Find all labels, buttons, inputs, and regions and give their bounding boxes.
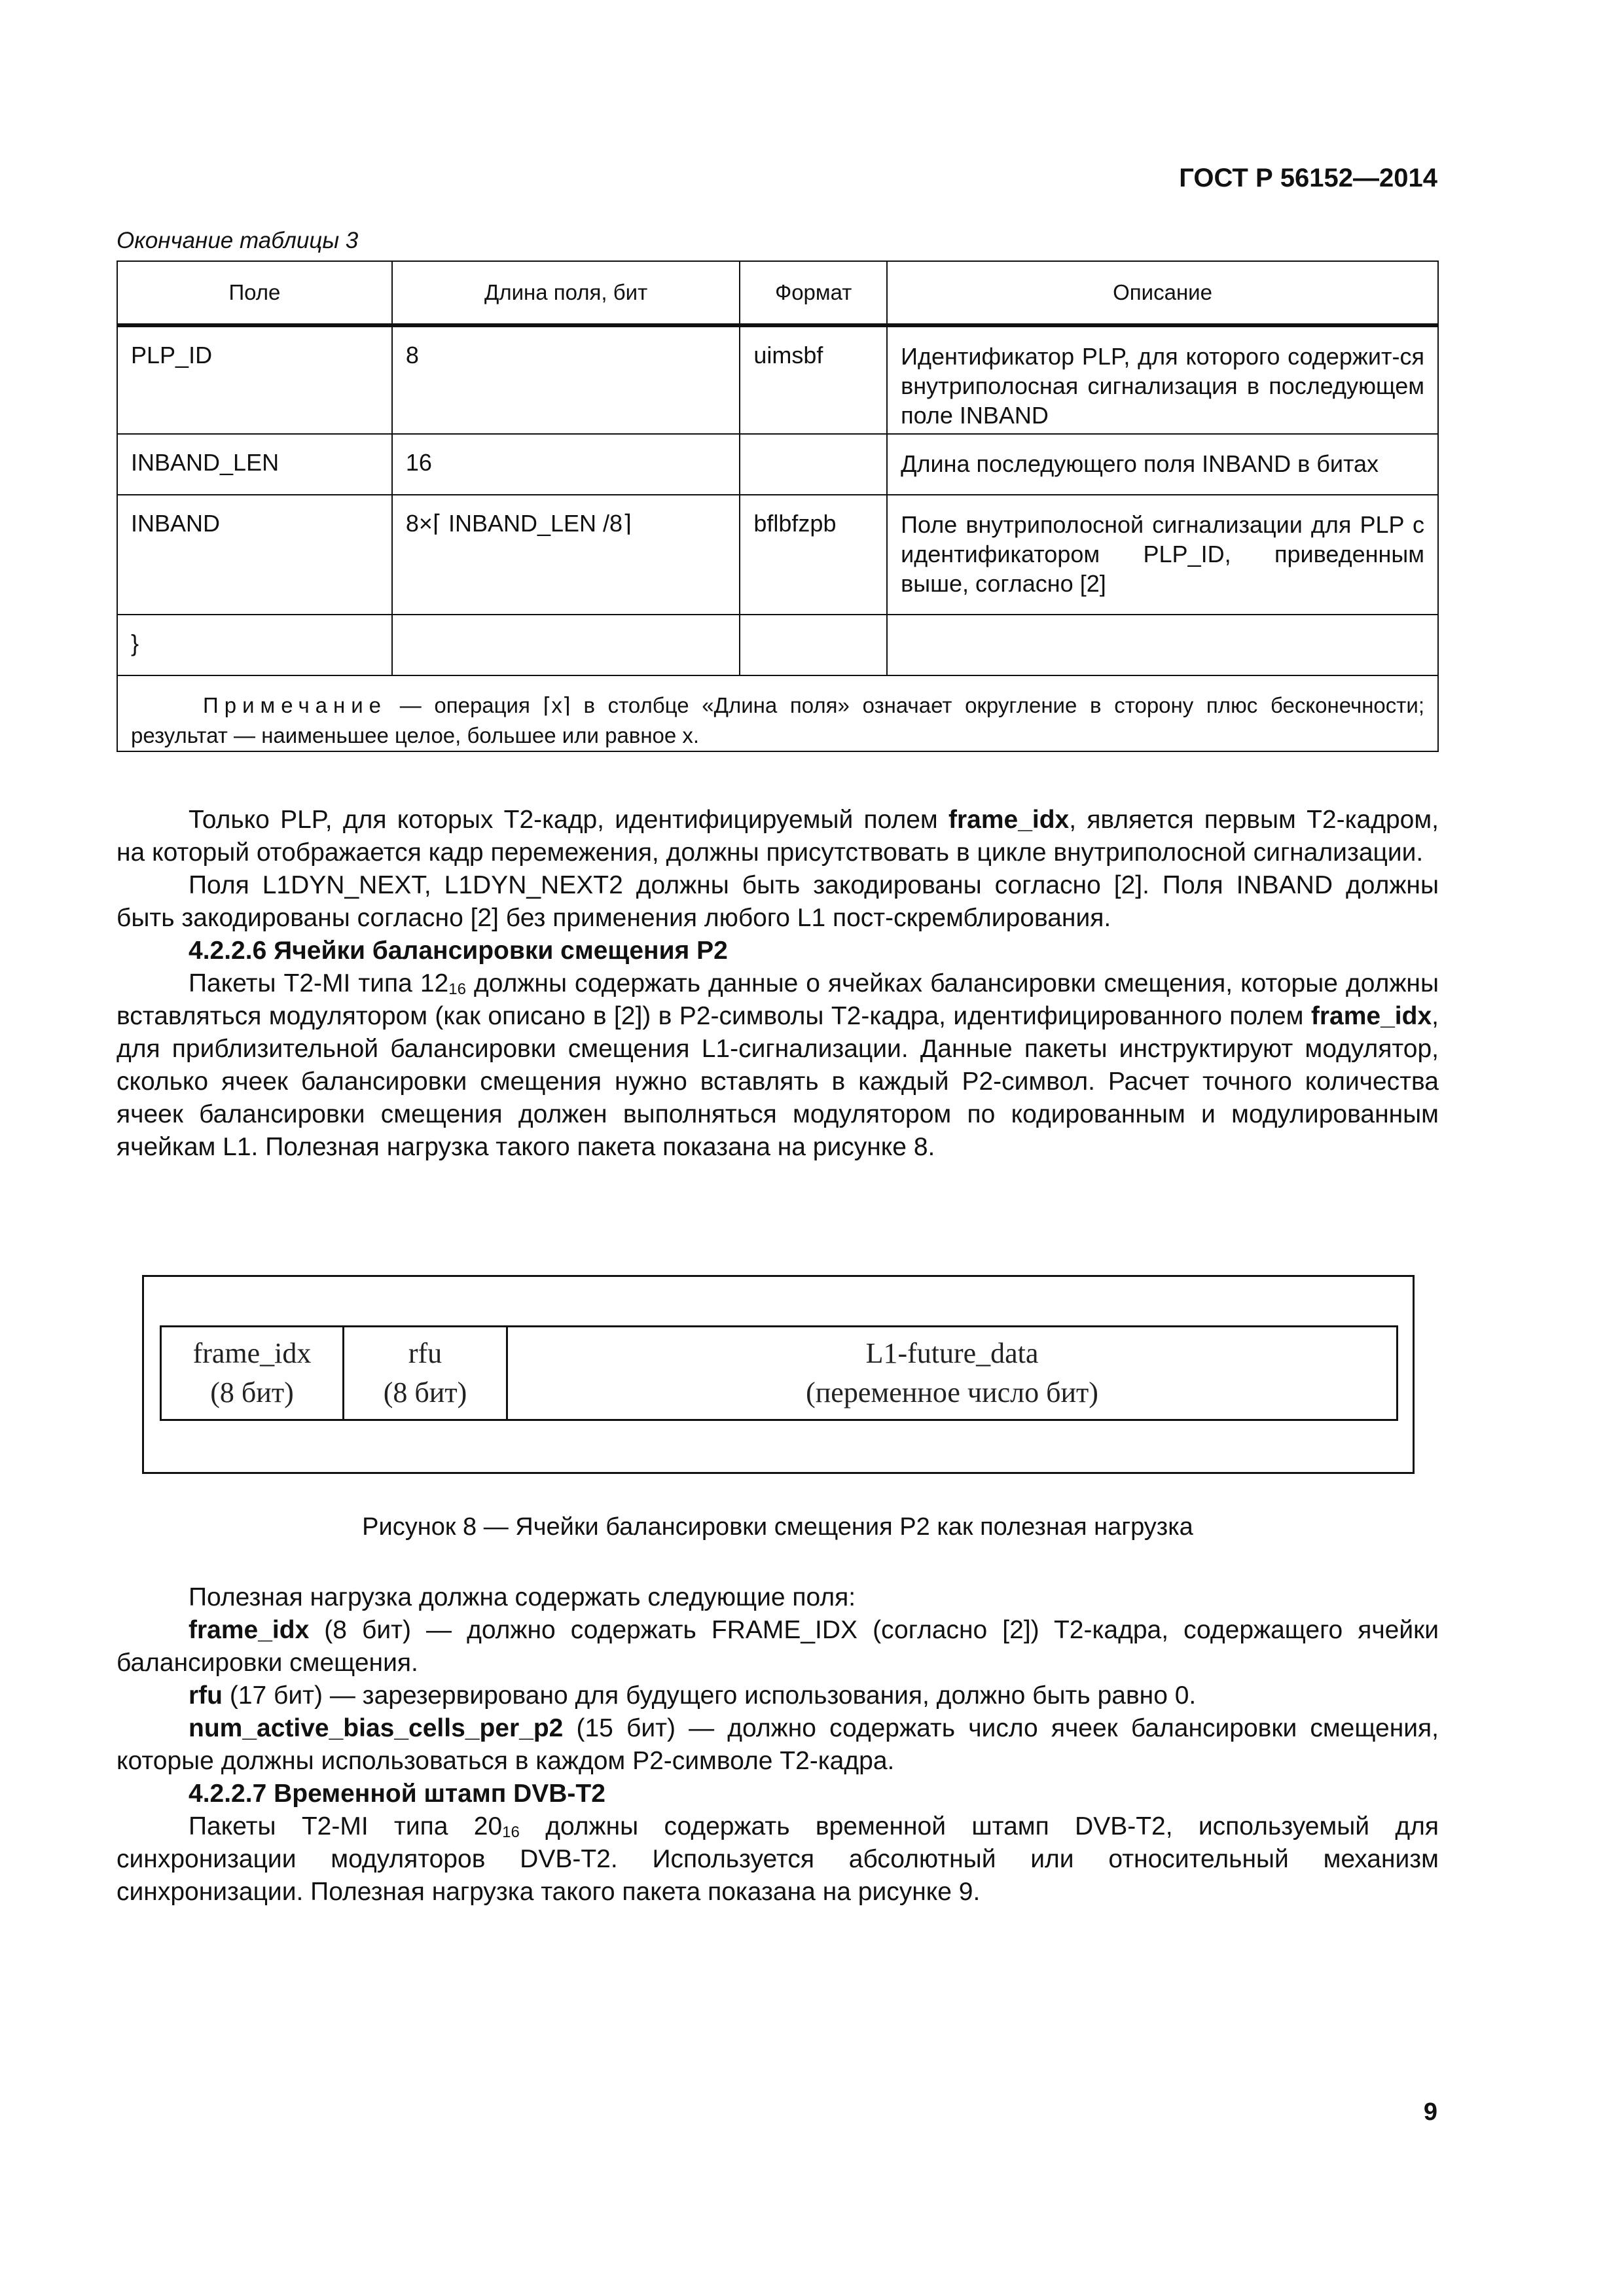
table-caption: Окончание таблицы 3	[117, 228, 359, 253]
paragraph: num_active_bias_cells_per_p2 (15 бит) — должно содержать число ячеек балансировки смещения, которые должны использоваться в каждом P2-символе T2-кадра.	[117, 1714, 1439, 1775]
paragraph: Только PLP, для которых T2-кадр, идентифицируемый полем frame_idx, является первым T2-кадром, на который отображается кадр перемежения, должны присутствовать в цикле внутриполосной сигнализации.	[117, 806, 1439, 867]
field-cell: }	[117, 615, 392, 675]
table-row	[117, 615, 1438, 675]
payload-field-frame-idx	[162, 1327, 342, 1419]
paragraph: Пакеты T2-MI типа $12_{16}$ должны содержать данные о ячейках балансировки смещения, которые должны вставляться модулятором (как описано в [2]) в P2-символы T2-кадра, идентифицированного полем frame_idx, для приблизительной балансировки смещения L1-сигнализации. Данные пакеты инструктируют модулятор, сколько ячеек балансировки смещения нужно вставлять в каждый P2-символ. Расчет точного количества ячеек балансировки смещения должен выполняться модулятором по кодированным и модулированным ячейкам L1. Полезная нагрузка такого пакета показана на рисунке 8.	[117, 969, 1439, 1161]
section-heading: 4.2.2.6 Ячейки балансировки смещения P2	[189, 937, 728, 965]
body-text-lower	[117, 1581, 1439, 1909]
column-header: Формат	[740, 261, 887, 325]
note-label: Примечание	[203, 693, 388, 717]
column-header: Поле	[117, 261, 392, 325]
table-row	[117, 325, 1438, 434]
note-text: — операция ⌈x⌉ в столбце «Длина поля» означает округление в сторону плюс бесконечности; результат — наименьшее целое, большее или равное x.	[131, 693, 1424, 747]
format-cell	[740, 434, 887, 495]
field-size: (8 бит)	[210, 1376, 294, 1408]
paragraph: Полезная нагрузка должна содержать следующие поля:	[189, 1583, 856, 1611]
field-cell: PLP_ID	[117, 325, 392, 434]
field-name: rfu	[408, 1337, 442, 1369]
table-header-row	[117, 261, 1438, 325]
figure-8	[142, 1275, 1415, 1474]
table-note	[117, 675, 1438, 751]
description-cell	[887, 615, 1438, 675]
figure-caption: Рисунок 8 — Ячейки балансировки смещения P2 как полезная нагрузка	[362, 1513, 1193, 1541]
paragraph: Поля L1DYN_NEXT, L1DYN_NEXT2 должны быть закодированы согласно [2]. Поля INBAND должны быть закодированы согласно [2] без применения любого L1 пост-скремблирования.	[117, 871, 1439, 932]
page-number: 9	[1423, 2098, 1437, 2126]
body-text-upper	[117, 804, 1439, 1164]
column-header: Описание	[887, 261, 1438, 325]
table-note-row	[117, 675, 1438, 751]
format-cell: uimsbf	[740, 325, 887, 434]
field-cell: INBAND	[117, 495, 392, 615]
section-heading: 4.2.2.7 Временной штамп DVB-T2	[189, 1780, 605, 1808]
field-cell: INBAND_LEN	[117, 434, 392, 495]
spec-table	[117, 260, 1439, 752]
description-cell: Длина последующего поля INBAND в битах	[887, 434, 1438, 495]
length-cell: 16	[392, 434, 740, 495]
term-frame-idx: frame_idx	[948, 806, 1070, 834]
description-cell: Идентификатор PLP, для которого содержит-ся внутриполосная сигнализация в последующем поле INBAND	[887, 325, 1438, 434]
column-header: Длина поля, бит	[392, 261, 740, 325]
paragraph: frame_idx (8 бит) — должно содержать FRAME_IDX (согласно [2]) T2-кадра, содержащего ячейки балансировки смещения.	[117, 1616, 1439, 1677]
term-frame-idx: frame_idx	[1310, 1002, 1432, 1030]
paragraph: rfu (17 бит) — зарезервировано для будущего использования, должно быть равно 0.	[189, 1681, 1197, 1710]
format-cell	[740, 615, 887, 675]
length-cell: 8	[392, 325, 740, 434]
table-row	[117, 495, 1438, 615]
document-header: ГОСТ Р 56152—2014	[1179, 164, 1437, 192]
field-size: (переменное число бит)	[806, 1376, 1098, 1408]
description-cell: Поле внутриполосной сигнализации для PLP с идентификатором PLP_ID, приведенным выше, согласно [2]	[887, 495, 1438, 615]
payload-field-l1-future-data	[506, 1327, 1396, 1419]
table-row	[117, 434, 1438, 495]
field-name: L1-future_data	[865, 1337, 1039, 1369]
payload-field-rfu	[342, 1327, 506, 1419]
length-cell	[392, 615, 740, 675]
paragraph: Пакеты T2-MI типа $20_{16}$ должны содержать временной штамп DVB-T2, используемый для синхронизации модуляторов DVB-T2. Используется абсолютный или относительный механизм синхронизации. Полезная нагрузка такого пакета показана на рисунке 9.	[117, 1812, 1439, 1906]
format-cell: bflbfzpb	[740, 495, 887, 615]
field-name: frame_idx	[192, 1337, 312, 1369]
payload-structure	[160, 1325, 1398, 1421]
length-cell: 8×⌈ INBAND_LEN /8⌉	[392, 495, 740, 615]
field-size: (8 бит)	[383, 1376, 467, 1408]
